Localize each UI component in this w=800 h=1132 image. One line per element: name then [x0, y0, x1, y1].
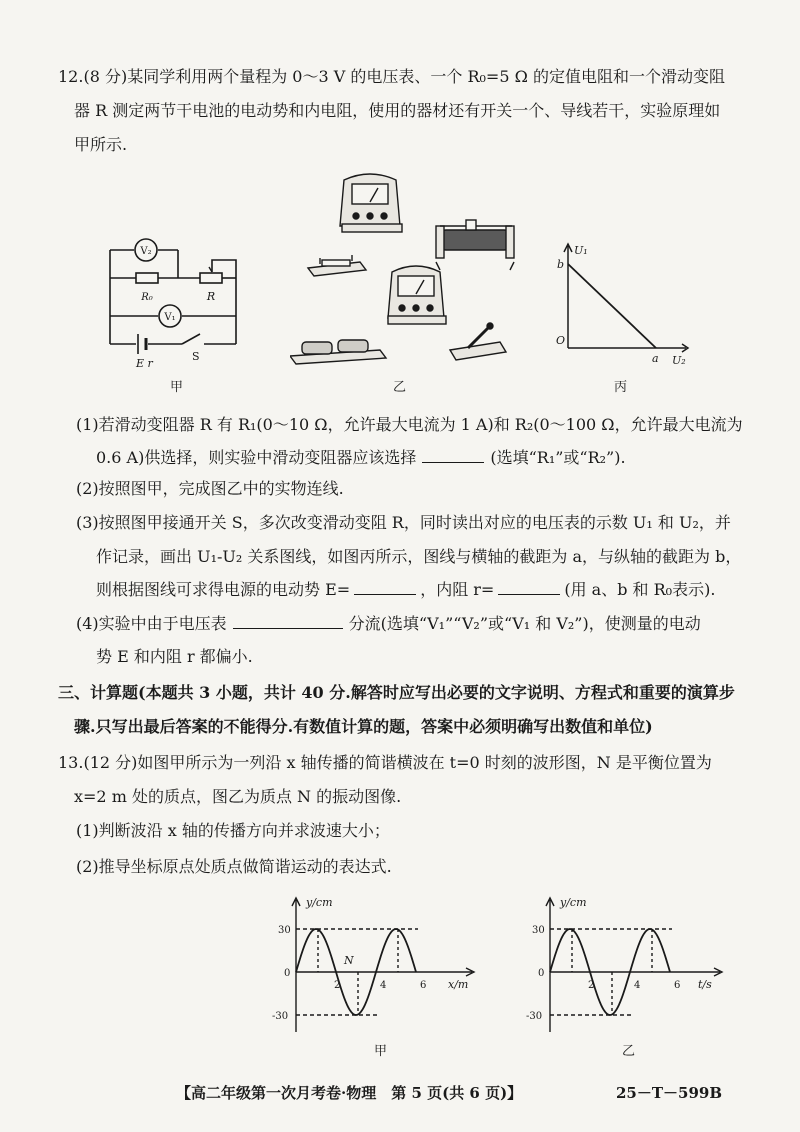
section3-line2: 骤.只写出最后答案的不能得分.有数值计算的题，答案中必须明确写出数值和单位)	[74, 717, 653, 736]
battery-holder-icon	[290, 340, 386, 364]
circuit-diagram	[96, 230, 256, 370]
footer-exam-info: 【高二年级第一次月考卷·物理 第 5 页(共 6 页)】	[176, 1084, 523, 1102]
switch-icon	[450, 323, 506, 360]
graph-line	[568, 264, 656, 348]
answer-blank-1[interactable]	[422, 446, 484, 463]
q12-sub4-line2: 势 E 和内阻 r 都偏小.	[96, 647, 253, 666]
q12-sub3-line3: 则根据图线可求得电源的电动势 E= ，内阻 r= (用 a、b 和 R₀表示).	[96, 580, 716, 599]
q12-sub4-line1: (4)实验中由于电压表 分流(选填“V₁”“V₂”或“V₁ 和 V₂”)，使测量的电动	[76, 614, 701, 633]
answer-blank-emf[interactable]	[354, 578, 416, 595]
wave-y-top-label: 30	[278, 925, 291, 936]
wave-x6-label: 6	[420, 980, 427, 991]
a-intercept-label: a	[652, 352, 659, 365]
q12-sub3-line1: (3)按照图甲接通开关 S，多次改变滑动变阻 R，同时读出对应的电压表的示数 U₁ 和 U₂，并	[76, 513, 731, 532]
vibration-origin-label: 0	[538, 968, 545, 979]
s-label: S	[192, 350, 200, 363]
b-intercept-label: b	[557, 258, 565, 271]
wave-y-axis-label: y/cm	[306, 896, 333, 909]
wave-x2-label: 2	[334, 980, 341, 991]
section3-line1: 三、计算题(本题共 3 小题，共计 40 分.解答时应写出必要的文字说明、方程式和重要的演算步	[58, 683, 735, 702]
u2-axis-label: U₂	[672, 354, 686, 367]
q12-sub1-line2: 0.6 A)供选择，则实验中滑动变阻器应该选择 (选填“R₁”或“R₂”).	[96, 448, 626, 467]
q12-line2: 器 R 测定两节干电池的电动势和内电阻，使用的器材还有开关一个、导线若干，实验原理如	[74, 101, 721, 120]
figure-jia-caption: 甲	[170, 380, 184, 395]
vibration-y-bottom-label: -30	[526, 1011, 543, 1022]
figure-bing-caption: 丙	[614, 380, 628, 395]
wave-point-n-label: N	[344, 954, 354, 967]
wave-x4-label: 4	[380, 980, 387, 991]
q13-line1: 13.(12 分)如图甲所示为一列沿 x 轴传播的简谐横波在 t=0 时刻的波形图，N 是平衡位置为	[58, 753, 712, 772]
apparatus-illustration	[290, 166, 530, 366]
v1-label: V₁	[164, 312, 176, 323]
answer-blank-resistance[interactable]	[498, 578, 560, 595]
vibration-x-axis-label: t/s	[698, 978, 712, 991]
q12-sub1-line1: (1)若滑动变阻器 R 有 R₁(0～10 Ω，允许最大电流为 1 A)和 R₂(0～100 Ω，允许最大电流为	[76, 415, 743, 434]
wave-origin-label: 0	[284, 968, 291, 979]
fixed-resistor-icon	[308, 255, 366, 276]
q13-sub2: (2)推导坐标原点处质点做简谐运动的表达式.	[76, 857, 392, 876]
answer-blank-voltmeter[interactable]	[233, 612, 343, 629]
r-label: R	[206, 290, 216, 303]
figure-q13-yi-caption: 乙	[622, 1044, 636, 1059]
figure-q13-jia-caption: 甲	[374, 1044, 388, 1059]
q13-line2: x=2 m 处的质点，图乙为质点 N 的振动图像.	[74, 787, 402, 806]
vibration-y-axis-label: y/cm	[560, 896, 587, 909]
q13-sub1: (1)判断波沿 x 轴的传播方向并求波速大小；	[76, 821, 390, 840]
u1-axis-label: U₁	[574, 244, 588, 257]
meter-top-icon	[340, 174, 402, 232]
v2-label: V₂	[140, 246, 152, 257]
er-label: E r	[136, 357, 153, 370]
wave-graph	[268, 892, 488, 1042]
footer-code: 25－T－599B	[616, 1084, 723, 1102]
vibration-x2-label: 2	[588, 980, 595, 991]
origin-label: O	[556, 334, 566, 347]
wave-x-axis-label: x/m	[448, 978, 469, 991]
q12-sub3-line2: 作记录，画出 U₁-U₂ 关系图线，如图丙所示，图线与横轴的截距为 a，与纵轴的截距为 b，	[96, 547, 742, 566]
wave-y-bottom-label: -30	[272, 1011, 289, 1022]
rheostat-icon	[436, 220, 514, 270]
vibration-x6-label: 6	[674, 980, 681, 991]
figure-yi-caption: 乙	[393, 380, 407, 395]
u1-u2-graph	[548, 240, 698, 370]
vibration-x4-label: 4	[634, 980, 641, 991]
vibration-y-top-label: 30	[532, 925, 545, 936]
vibration-graph	[522, 892, 732, 1042]
q12-line1: 12.(8 分)某同学利用两个量程为 0～3 V 的电压表、一个 R₀=5 Ω 的定值电阻和一个滑动变阻	[58, 67, 725, 86]
q12-line3: 甲所示.	[74, 135, 128, 154]
meter-bottom-icon	[388, 266, 446, 324]
r0-label: R₀	[141, 292, 153, 303]
q12-sub2: (2)按照图甲，完成图乙中的实物连线.	[76, 479, 344, 498]
